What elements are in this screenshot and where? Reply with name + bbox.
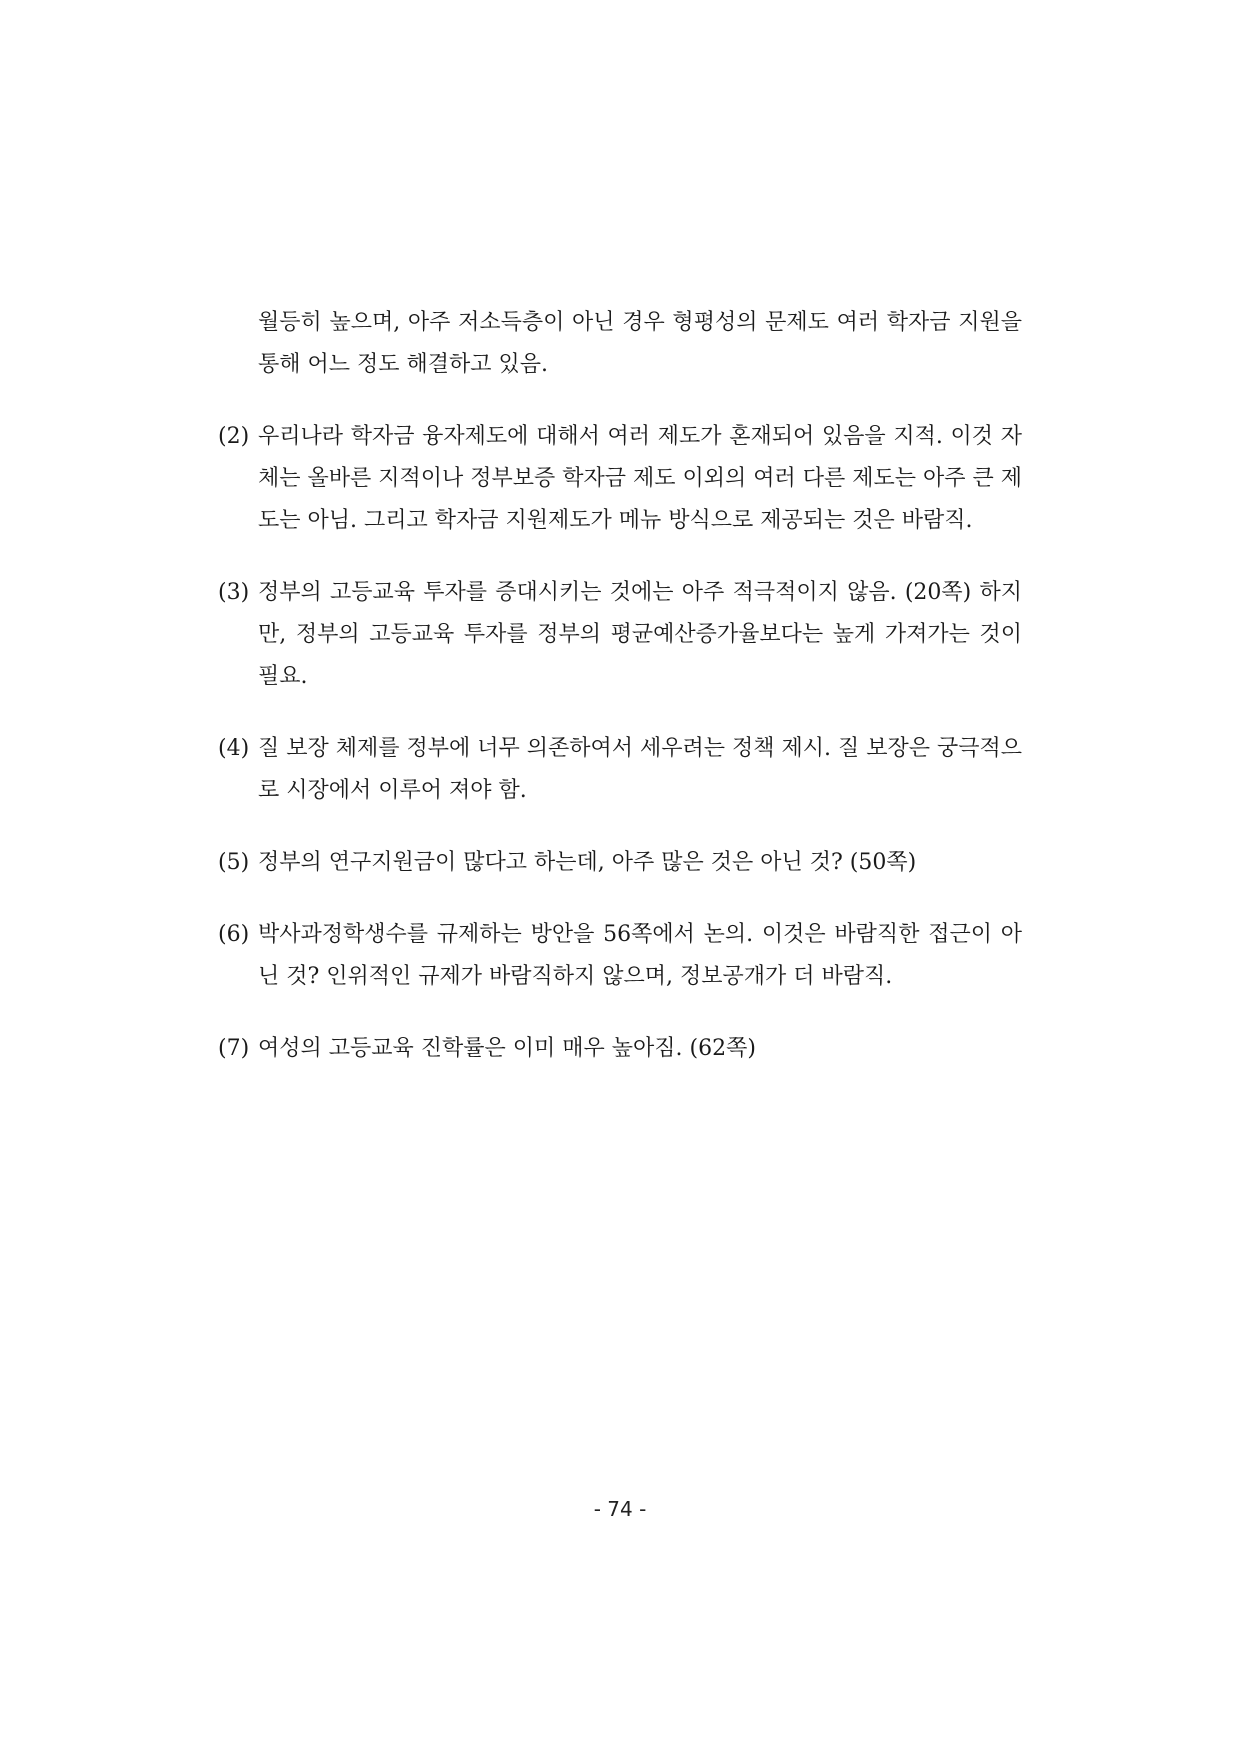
item-number: (2) — [218, 424, 250, 449]
item-number: (5) — [218, 850, 250, 875]
list-item — [218, 728, 1022, 812]
item-text: 박사과정학생수를 규제하는 방안을 56쪽에서 논의. 이것은 바람직한 접근이 아닌 것? 인위적인 규제가 바람직하지 않으며, 정보공개가 더 바람직. — [258, 922, 1022, 989]
item-text: 정부의 연구지원금이 많다고 하는데, 아주 많은 것은 아닌 것? (50쪽) — [258, 850, 917, 875]
list-item — [218, 572, 1022, 698]
item-text: 우리나라 학자금 융자제도에 대해서 여러 제도가 혼재되어 있음을 지적. 이것 자체는 올바른 지적이나 정부보증 학자금 제도 이외의 여러 다른 제도는 아주 큰 제도는 아님. 그리고 학자금 지원제도가 메뉴 방식으로 제공되는 것은 바람직. — [258, 424, 1022, 533]
item-number: (3) — [218, 580, 250, 605]
item-number: (6) — [218, 922, 250, 947]
list-item — [218, 914, 1022, 998]
page-number: - 74 - — [593, 1497, 647, 1521]
list-item — [218, 842, 1022, 884]
item-number: (4) — [218, 736, 250, 761]
continued-paragraph: 월등히 높으며, 아주 저소득층이 아닌 경우 형평성의 문제도 여러 학자금 지원을 통해 어느 정도 해결하고 있음. — [258, 310, 1022, 377]
list-item — [218, 416, 1022, 542]
document-body — [218, 302, 1022, 1100]
item-text: 질 보장 체제를 정부에 너무 의존하여서 세우려는 정책 제시. 질 보장은 궁극적으로 시장에서 이루어 져야 함. — [258, 736, 1022, 803]
item-text: 정부의 고등교육 투자를 증대시키는 것에는 아주 적극적이지 않음. (20쪽) 하지만, 정부의 고등교육 투자를 정부의 평균예산증가율보다는 높게 가져가는 것이 필요. — [258, 580, 1022, 689]
item-text: 여성의 고등교육 진학률은 이미 매우 높아짐. (62쪽) — [258, 1036, 756, 1061]
item-number: (7) — [218, 1036, 250, 1061]
list-item — [218, 1028, 1022, 1070]
